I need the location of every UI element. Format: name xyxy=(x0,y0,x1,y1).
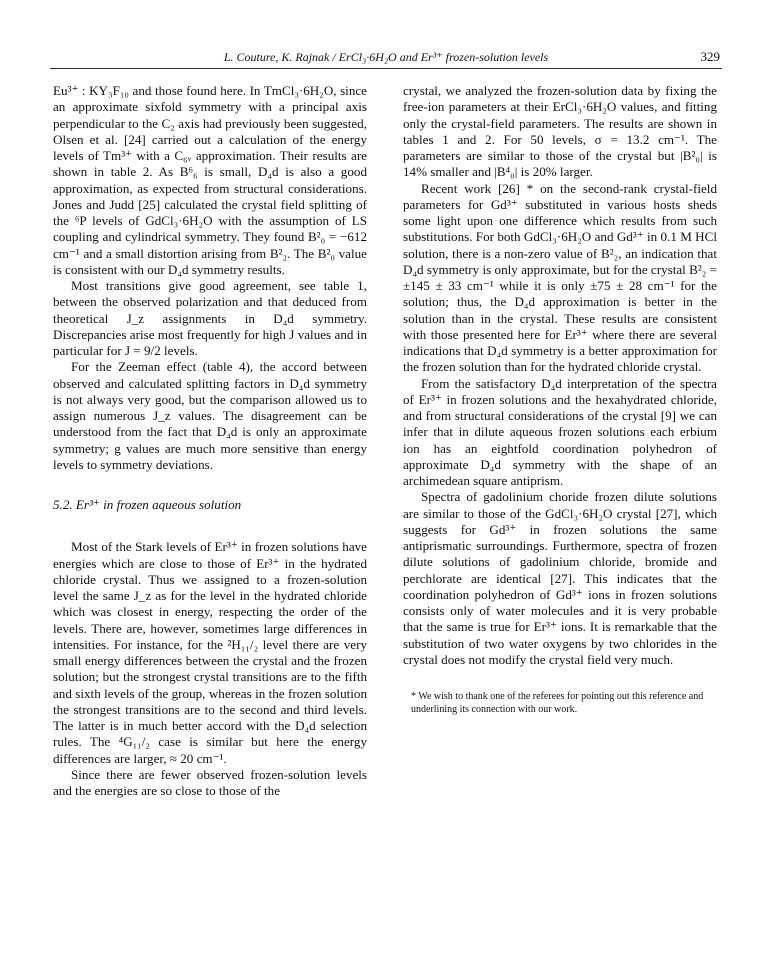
paragraph: Recent work [26] * on the second-rank crystal-field parameters for Gd³⁺ substituted in various hosts sheds some light upon one difference which results from such substitutions. For both GdCl₃·6H₂O and Gd³⁺ in 0.1 M HCl solution, there is a non-zero value of B²₂, an indication that D₄d symmetry is only approximate, but for the crystal B²₂ = ±145 ± 33 cm⁻¹ while it is only ±75 ± 28 cm⁻¹ for the solution; thus, the D₄d approximation is better in the solution than in the crystal. These results are consistent with those presented here for Er³⁺ where there are several indications that D₄d symmetry is a better approximation for the frozen solution than for the hydrated chloride crystal. xyxy=(403,180,717,375)
right-column xyxy=(403,83,717,716)
page-header xyxy=(50,48,722,69)
page-number: 329 xyxy=(700,49,720,64)
paragraph: Most of the Stark levels of Er³⁺ in frozen solutions have energies which are close to those of Er³⁺ in the hydrated chloride crystal. Thus we assigned to a frozen-solution level the same J_z as for the level in the hydrated chloride which was closest in energy, respecting the order of the levels. There are, however, sometimes large differences in intensities. For instance, for the ²H₁₁/₂ level there are very small energy differences between the crystal and the frozen solution; but the strongest crystal transitions are to the fifth and sixth levels of the group, whereas in the frozen solution the strongest transitions are to the second and third levels. The latter is in much better accord with the D₄d selection rules. The ⁴G₁₁/₂ case is similar but here the energy differences are larger, ≈ 20 cm⁻¹. xyxy=(53,539,367,766)
paragraph: From the satisfactory D₄d interpretation of the spectra of Er³⁺ in frozen solutions and the hexahydrated chloride, and from structural considerations of the crystal [9] we can infer that in dilute aqueous frozen solutions each erbium ion has an eightfold coordination polyhedron of approximate D₄d symmetry with the shape of an archimedean square antiprism. xyxy=(403,375,717,488)
paragraph: Since there are fewer observed frozen-solution levels and the energies are so close to those of the xyxy=(53,766,367,798)
footnote: * We wish to thank one of the referees for pointing out this reference and underlining its connection with our work. xyxy=(411,691,704,715)
left-column xyxy=(53,83,367,799)
running-head: L. Couture, K. Rajnak / ErCl₃·6H₂O and Er³⁺ frozen-solution levels xyxy=(223,50,549,64)
paragraph: Spectra of gadolinium choride frozen dilute solutions are similar to those of the GdCl₃·6H₂O crystal [27], which suggests for Gd³⁺ in frozen solutions the same antiprismatic surroundings. Furthermore, spectra of frozen dilute solutions of gadolinium chloride, bromide and perchlorate are identical [27]. This indicates that the coordination polyhedron of Gd³⁺ ions in frozen solutions consists only of water molecules and it is very probable that the same is true for Er³⁺ ions. It is remarkable that the substitution of two water oxygens by two chlorides in the crystal does not modify the crystal field very much. xyxy=(403,489,717,667)
paragraph: Most transitions give good agreement, see table 1, between the observed polarization and that deduced from theoretical J_z assignments in D₄d symmetry. Discrepancies arise most frequently for high J values and in particular for J = 9/2 levels. xyxy=(53,278,367,358)
paragraph: Eu³⁺ : KY₃F₁₀ and those found here. In TmCl₃·6H₂O, since an approximate sixfold symmetry with a principal axis perpendicular to the C₂ axis had previously been suggested, Olsen et al. [24] carried out a calculation of the energy levels of Tm³⁺ with a C₆ᵥ approximation. Their results are shown in table 2. As B⁶₆ is small, D₄d is also a good approximation, as expected from structural considerations. Jones and Judd [25] calculated the crystal field splitting of the ⁶P levels of GdCl₃·6H₂O with the assumption of LS coupling and cylindrical symmetry. They found B²₀ = −612 cm⁻¹ and a small distortion arising from B²₂. The B²₀ value is consistent with our D₄d symmetry results. xyxy=(53,83,367,277)
paragraph: For the Zeeman effect (table 4), the accord between observed and calculated splitting factors in D₄d symmetry is not always very good, but the comparison allowed us to assign numerous J_z values. The disagreement can be understood from the fact that D₄d is only an approximate symmetry; g values are much more sensitive than energy levels to symmetry deviations. xyxy=(53,359,367,472)
paragraph: crystal, we analyzed the frozen-solution data by fixing the free-ion parameters at their ErCl₃·6H₂O values, and fitting only the crystal-field parameters. The results are shown in tables 1 and 2. For 50 levels, σ = 13.2 cm⁻¹. The parameters are similar to those of the crystal but |B²₀| is 14% smaller and |B⁴₀| is 20% larger. xyxy=(403,83,717,180)
section-heading: 5.2. Er³⁺ in frozen aqueous solution xyxy=(53,497,242,512)
